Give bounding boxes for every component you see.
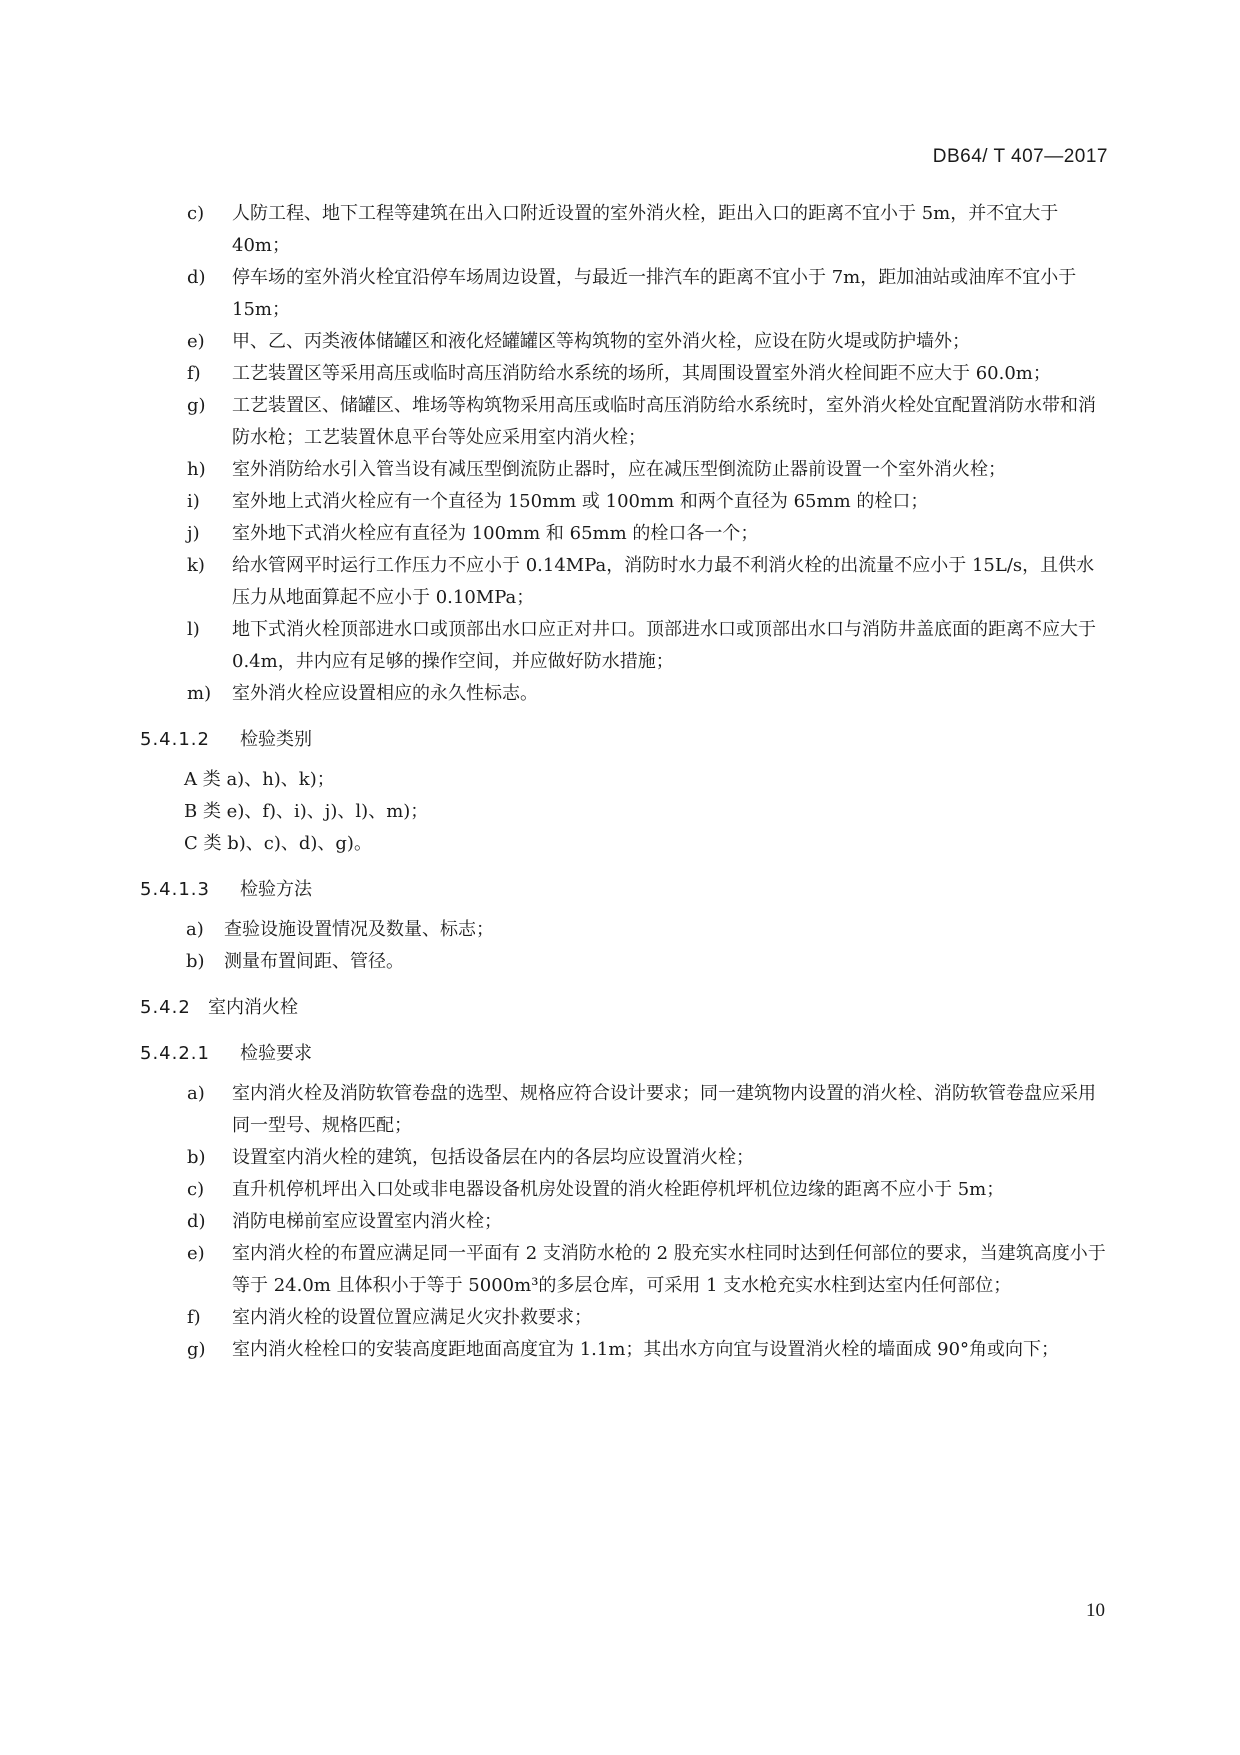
list-item: C 类 b)、c)、d)、g)。 (184, 833, 372, 854)
list-item: b) 测量布置间距、管径。 (186, 951, 404, 972)
outdoor-hydrant-requirements-list (140, 198, 1108, 710)
section-heading-5421: 5.4.2.1 检验要求 (140, 1043, 312, 1064)
section-heading-5412: 5.4.1.2 检验类别 (140, 729, 312, 750)
list-item: a) 室内消火栓及消防软管卷盘的选型、规格应符合设计要求；同一建筑物内设置的消火栓、消防软管卷盘应采用同一型号、规格匹配； (187, 1083, 1096, 1136)
list-item: g) 室内消火栓栓口的安装高度距地面高度宜为 1.1m；其出水方向宜与设置消火栓的墙面成 90°角或向下； (187, 1339, 1060, 1360)
list-item: i) 室外地上式消火栓应有一个直径为 150mm 或 100mm 和两个直径为 65mm 的栓口； (187, 491, 929, 512)
list-item: A 类 a)、h)、k)； (184, 769, 335, 790)
list-item: f) 工艺装置区等采用高压或临时高压消防给水系统的场所，其周围设置室外消火栓间距不应大于 60.0m； (187, 363, 1051, 384)
inspection-method-list (140, 914, 1108, 978)
indoor-hydrant-requirements-list (140, 1078, 1108, 1366)
list-item: g) 工艺装置区、储罐区、堆场等构筑物采用高压或临时高压消防给水系统时，室外消火栓处宜配置消防水带和消防水枪；工艺装置休息平台等处应采用室内消火栓； (187, 395, 1096, 448)
list-item: c) 直升机停机坪出入口处或非电器设备机房处设置的消火栓距停机坪机位边缘的距离不应小于 5m； (187, 1179, 1005, 1200)
section-heading-5413: 5.4.1.3 检验方法 (140, 879, 312, 900)
document-body (140, 198, 1108, 1366)
list-item: c) 人防工程、地下工程等建筑在出入口附近设置的室外消火栓，距出入口的距离不宜小于 5m，并不宜大于 40m； (187, 203, 1059, 256)
list-item: k) 给水管网平时运行工作压力不应小于 0.14MPa，消防时水力最不利消火栓的出流量不应小于 15L/s，且供水压力从地面算起不应小于 0.10MPa； (187, 555, 1095, 608)
list-item: h) 室外消防给水引入管当设有减压型倒流防止器时，应在减压型倒流防止器前设置一个室外消火栓； (187, 459, 1006, 480)
list-item: f) 室内消火栓的设置位置应满足火灾扑救要求； (187, 1307, 592, 1328)
list-item: l) 地下式消火栓顶部进水口或顶部出水口应正对井口。顶部进水口或顶部出水口与消防井盖底面的距离不应大于 0.4m，井内应有足够的操作空间，并应做好防水措施； (187, 619, 1096, 672)
inspection-category-list (140, 764, 1108, 860)
list-item: e) 甲、乙、丙类液体储罐区和液化烃罐罐区等构筑物的室外消火栓，应设在防火堤或防护墙外； (187, 331, 970, 352)
document-id: DB64/ T 407—2017 (932, 146, 1108, 167)
list-item: m) 室外消火栓应设置相应的永久性标志。 (187, 683, 538, 704)
list-item: b) 设置室内消火栓的建筑，包括设备层在内的各层均应设置消火栓； (187, 1147, 754, 1168)
list-item: e) 室内消火栓的布置应满足同一平面有 2 支消防水枪的 2 股充实水柱同时达到任何部位的要求，当建筑高度小于等于 24.0m 且体积小于等于 5000m³的多层仓库，可采用 1 支水枪充实水柱到达室内任何部位； (187, 1243, 1106, 1296)
list-item: j) 室外地下式消火栓应有直径为 100mm 和 65mm 的栓口各一个； (187, 523, 759, 544)
section-heading-542: 5.4.2 室内消火栓 (140, 997, 298, 1018)
page-number: 10 (1086, 1600, 1105, 1621)
list-item: B 类 e)、f)、i)、j)、l)、m)； (184, 801, 429, 822)
list-item: d) 停车场的室外消火栓宜沿停车场周边设置，与最近一排汽车的距离不宜小于 7m，距加油站或油库不宜小于 15m； (187, 267, 1077, 320)
list-item: d) 消防电梯前室应设置室内消火栓； (187, 1211, 502, 1232)
list-item: a) 查验设施设置情况及数量、标志； (186, 919, 494, 940)
